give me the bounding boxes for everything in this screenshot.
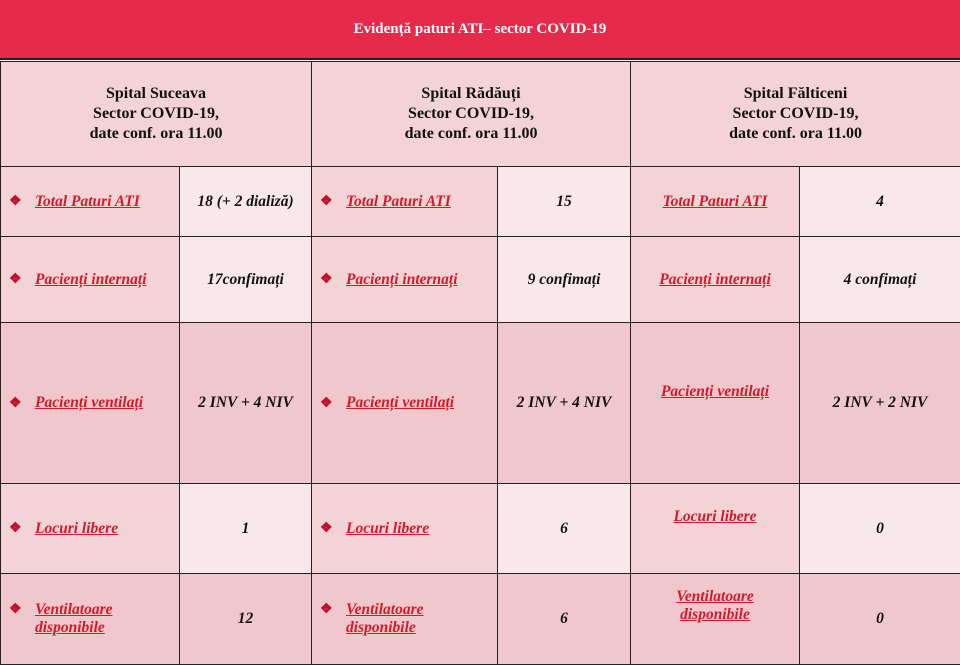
row-label[interactable]: Ventilatoare disponibile bbox=[35, 601, 113, 637]
hospital-date: date conf. ora 11.00 bbox=[320, 124, 622, 144]
label-cell bbox=[312, 167, 498, 237]
hospital-sector: Sector COVID-19, bbox=[9, 104, 303, 124]
row-label[interactable]: Locuri libere bbox=[35, 520, 118, 538]
value-cell: 18 (+ 2 dializă) bbox=[180, 167, 312, 237]
hospital-header-suceava bbox=[1, 62, 312, 167]
label-cell bbox=[631, 237, 800, 323]
value-cell: 2 INV + 4 NIV bbox=[498, 323, 631, 484]
row-label[interactable]: Pacienți internați bbox=[35, 271, 147, 289]
row-label[interactable]: Ventilatoare disponibile bbox=[346, 601, 424, 637]
hospital-name: Spital Suceava bbox=[9, 84, 303, 104]
row-label[interactable]: Total Paturi ATI bbox=[663, 193, 768, 210]
header-row bbox=[1, 62, 960, 167]
hospital-sector: Sector COVID-19, bbox=[320, 104, 622, 124]
diamond-bullet-icon: ❖ bbox=[320, 520, 346, 537]
hospital-header-falticeni bbox=[631, 62, 960, 167]
diamond-bullet-icon: ❖ bbox=[9, 520, 35, 537]
row-label[interactable]: Locuri libere bbox=[346, 520, 429, 538]
value-cell: 2 INV + 4 NIV bbox=[180, 323, 312, 484]
table-row bbox=[1, 323, 960, 484]
hospital-name: Spital Rădăuți bbox=[320, 84, 622, 104]
label-cell bbox=[1, 167, 180, 237]
label-cell bbox=[312, 323, 498, 484]
diamond-bullet-icon: ❖ bbox=[9, 193, 35, 210]
value-cell: 15 bbox=[498, 167, 631, 237]
hospital-sector: Sector COVID-19, bbox=[639, 104, 952, 124]
table-row bbox=[1, 574, 960, 665]
label-cell bbox=[312, 484, 498, 574]
value-cell: 0 bbox=[800, 574, 960, 665]
value-cell: 12 bbox=[180, 574, 312, 665]
value-cell: 2 INV + 2 NIV bbox=[800, 323, 960, 484]
ati-beds-table bbox=[0, 61, 960, 665]
label-cell bbox=[631, 574, 800, 665]
page-title: Evidență paturi ATI– sector COVID-19 bbox=[0, 0, 960, 60]
value-cell: 4 confimați bbox=[800, 237, 960, 323]
row-label[interactable]: Pacienți ventilați bbox=[661, 383, 769, 400]
label-cell bbox=[631, 167, 800, 237]
diamond-bullet-icon: ❖ bbox=[9, 601, 35, 618]
hospital-header-radauti bbox=[312, 62, 631, 167]
value-cell: 9 confimați bbox=[498, 237, 631, 323]
hospital-date: date conf. ora 11.00 bbox=[639, 124, 952, 144]
row-label[interactable]: Pacienți ventilați bbox=[346, 394, 454, 412]
value-cell: 1 bbox=[180, 484, 312, 574]
label-cell bbox=[312, 574, 498, 665]
label-cell bbox=[1, 237, 180, 323]
diamond-bullet-icon: ❖ bbox=[320, 601, 346, 618]
value-cell: 4 bbox=[800, 167, 960, 237]
label-cell bbox=[1, 484, 180, 574]
row-label[interactable]: Pacienți internați bbox=[659, 271, 771, 288]
label-cell bbox=[312, 237, 498, 323]
label-cell bbox=[1, 574, 180, 665]
row-label[interactable]: Pacienți ventilați bbox=[35, 394, 143, 412]
row-label[interactable]: Total Paturi ATI bbox=[35, 193, 140, 211]
table-row bbox=[1, 167, 960, 237]
table-row bbox=[1, 484, 960, 574]
hospital-date: date conf. ora 11.00 bbox=[9, 124, 303, 144]
row-label[interactable]: Locuri libere bbox=[673, 508, 756, 525]
value-cell: 17confimați bbox=[180, 237, 312, 323]
label-cell bbox=[631, 484, 800, 574]
row-label[interactable]: Ventilatoare disponibile bbox=[676, 588, 754, 623]
hospital-name: Spital Fălticeni bbox=[639, 84, 952, 104]
row-label[interactable]: Total Paturi ATI bbox=[346, 193, 451, 211]
value-cell: 0 bbox=[800, 484, 960, 574]
table-row bbox=[1, 237, 960, 323]
label-cell bbox=[1, 323, 180, 484]
diamond-bullet-icon: ❖ bbox=[9, 271, 35, 288]
value-cell: 6 bbox=[498, 484, 631, 574]
diamond-bullet-icon: ❖ bbox=[320, 271, 346, 288]
diamond-bullet-icon: ❖ bbox=[320, 193, 346, 210]
row-label[interactable]: Pacienți internați bbox=[346, 271, 458, 289]
value-cell: 6 bbox=[498, 574, 631, 665]
diamond-bullet-icon: ❖ bbox=[320, 395, 346, 412]
label-cell bbox=[631, 323, 800, 484]
diamond-bullet-icon: ❖ bbox=[9, 395, 35, 412]
